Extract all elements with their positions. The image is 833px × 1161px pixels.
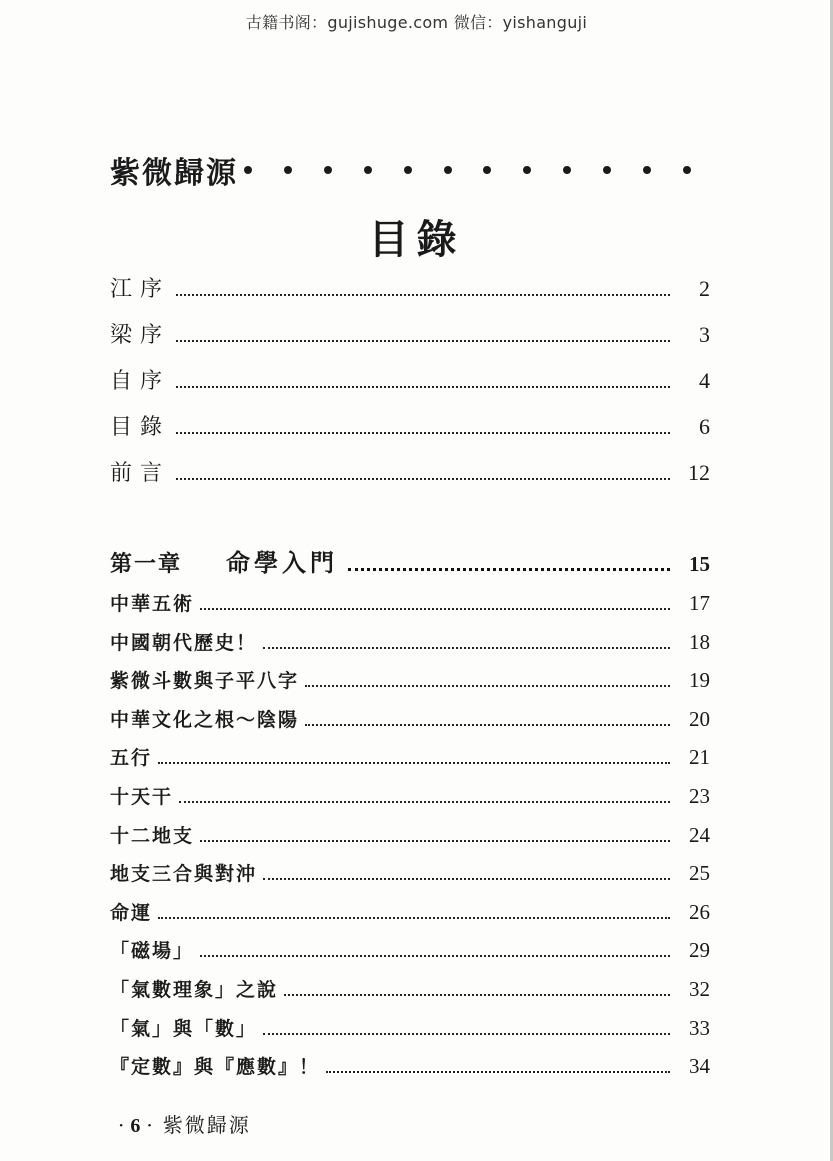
- toc-entry-title: 『定數』與『應數』！: [110, 1056, 321, 1079]
- toc-entry[interactable]: [110, 1052, 710, 1091]
- chapter-number: 第一章: [110, 551, 183, 577]
- dot-leader: [200, 840, 670, 842]
- header-dot: [444, 166, 452, 174]
- toc-entry-title: 中國朝代歷史！: [110, 631, 258, 654]
- running-header: [110, 148, 695, 192]
- toc-entry-title: 中華五術: [110, 593, 195, 615]
- toc-entry[interactable]: [110, 1014, 710, 1053]
- header-dot: [523, 166, 531, 174]
- toc-entry[interactable]: [110, 666, 710, 705]
- toc-entry-title: 中華文化之根～陰陽: [110, 708, 300, 731]
- header-dot: [603, 166, 611, 174]
- toc-entry-title: 地支三合與對沖: [110, 863, 258, 886]
- toc-entry-page: 18: [689, 629, 710, 654]
- toc-entry-title: 十二地支: [110, 824, 195, 847]
- dot-leader: [176, 432, 670, 434]
- dot-leader: [200, 608, 670, 610]
- toc-entry-page: 12: [688, 460, 710, 485]
- toc-entry-page: 20: [689, 706, 710, 731]
- header-dot: [643, 166, 651, 174]
- front-matter-list: [110, 272, 710, 502]
- dot-leader: [158, 762, 670, 764]
- toc-entry-title: 梁序: [110, 323, 171, 348]
- toc-entry-title: 自序: [110, 369, 171, 394]
- chapter-title: 命學入門: [226, 548, 339, 577]
- toc-entry-page: 33: [689, 1015, 710, 1040]
- dot-leader: [305, 685, 670, 687]
- header-dot: [284, 166, 292, 174]
- page-title: 目錄: [368, 216, 465, 263]
- toc-entry-page: 19: [689, 668, 710, 693]
- toc-entry[interactable]: [110, 936, 710, 975]
- toc-entry-page: 6: [699, 414, 710, 439]
- toc-entry-title: 紫微斗數與子平八字: [110, 670, 300, 693]
- toc-entry[interactable]: [110, 272, 710, 318]
- toc-entry-page: 4: [699, 368, 710, 393]
- toc-entry-title: 江序: [110, 277, 171, 302]
- toc-entry-page: 24: [689, 822, 710, 847]
- toc-entry-title: 「磁場」: [110, 940, 195, 963]
- toc-entry-page: 25: [689, 861, 710, 886]
- header-dot: [244, 166, 252, 174]
- toc-entry-page: 17: [689, 591, 710, 615]
- toc-entry-page: 23: [689, 783, 710, 808]
- toc-entry-title: 五行: [110, 747, 153, 770]
- toc-entry[interactable]: [110, 318, 710, 364]
- dot-leader: [179, 801, 670, 803]
- header-dot: [563, 166, 571, 174]
- toc-entry[interactable]: [110, 898, 710, 937]
- toc-entry-page: 29: [689, 938, 710, 963]
- toc-entry[interactable]: [110, 705, 710, 744]
- toc-entry-page: 3: [699, 322, 710, 347]
- dot-leader: [263, 647, 670, 649]
- watermark-banner: 古籍书阁：gujishuge.com 微信：yishanguji: [245, 13, 588, 32]
- toc-entry-page: 34: [689, 1054, 710, 1079]
- header-dot: [324, 166, 332, 174]
- toc-entry-page: 2: [699, 276, 710, 301]
- toc-entry-title: 前言: [110, 461, 171, 486]
- toc-entry-title: 目錄: [110, 415, 171, 440]
- toc-entry[interactable]: [110, 821, 710, 860]
- footer-page-number: 6: [130, 1115, 141, 1137]
- toc-entry-title: 「氣數理象」之說: [110, 978, 279, 1001]
- header-dot: [364, 166, 372, 174]
- dot-leader: [284, 994, 670, 996]
- toc-entry-page: 21: [689, 745, 710, 770]
- toc-entry[interactable]: [110, 782, 710, 821]
- toc-entry[interactable]: [110, 456, 710, 502]
- toc-entry[interactable]: [110, 975, 710, 1014]
- dot-leader: [176, 478, 670, 480]
- header-dot: [483, 166, 491, 174]
- toc-entry-title: 命運: [110, 901, 153, 924]
- header-book-title: 紫微歸源: [110, 156, 238, 191]
- dot-leader: [176, 386, 670, 388]
- header-dot: [683, 166, 691, 174]
- dot-leader: [176, 340, 670, 342]
- chapter-heading[interactable]: [110, 543, 710, 579]
- dot-leader: [158, 917, 670, 919]
- dot-leader: [305, 724, 670, 726]
- footer-book-title: 紫微歸源: [162, 1113, 251, 1137]
- toc-entry-page: 32: [689, 976, 710, 1001]
- dot-leader: [263, 878, 670, 880]
- footer-bullet: ·: [146, 1113, 153, 1137]
- toc-entry-title: 「氣」與「數」: [110, 1017, 258, 1040]
- toc-entry-title: 十天干: [110, 785, 174, 808]
- dot-leader: [200, 955, 670, 957]
- dot-leader: [326, 1071, 670, 1073]
- chapter-page: 15: [689, 552, 710, 576]
- dot-leader: [348, 568, 670, 571]
- chapter-entries-list: [110, 589, 710, 1091]
- footer-bullet: ·: [118, 1113, 125, 1137]
- toc-entry[interactable]: [110, 859, 710, 898]
- header-dot: [404, 166, 412, 174]
- dot-leader: [263, 1033, 670, 1035]
- toc-entry[interactable]: [110, 410, 710, 456]
- toc-entry-page: 26: [689, 899, 710, 924]
- dot-leader: [176, 294, 670, 296]
- header-dot-leader: [244, 166, 695, 174]
- toc-entry[interactable]: [110, 628, 710, 667]
- toc-entry[interactable]: [110, 589, 710, 628]
- toc-entry[interactable]: [110, 743, 710, 782]
- page-footer: [112, 1109, 251, 1138]
- toc-entry[interactable]: [110, 364, 710, 410]
